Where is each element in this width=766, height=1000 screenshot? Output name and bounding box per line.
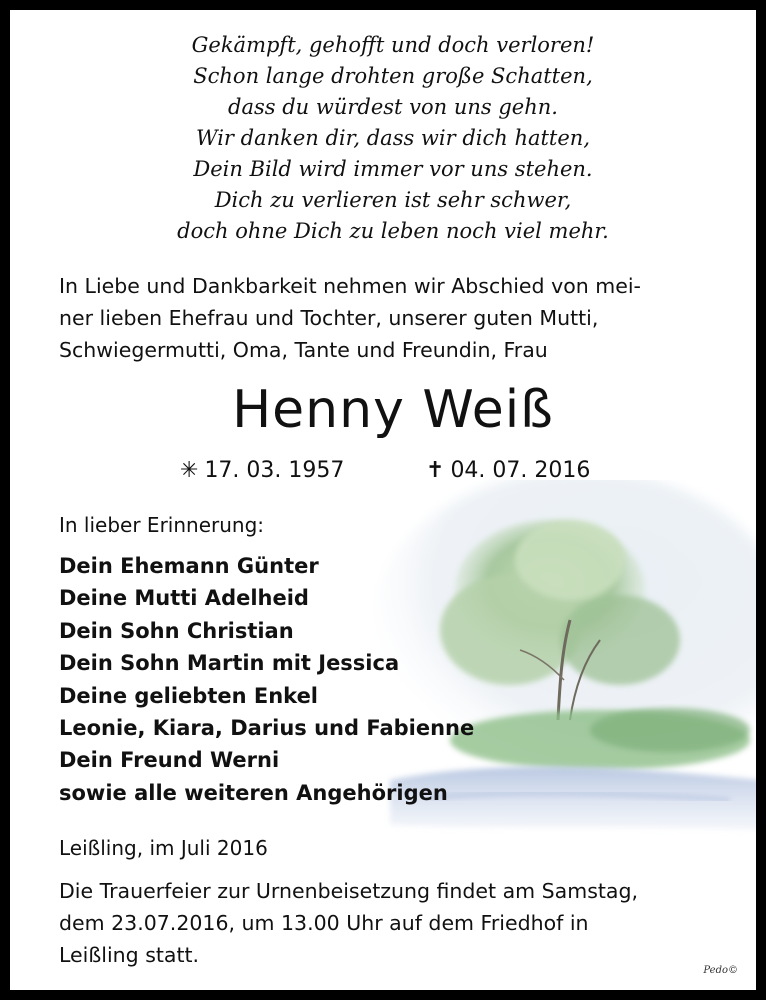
death-cross-icon: ✝	[426, 458, 445, 483]
service-line: Die Trauerfeier zur Urnenbeisetzung findet am Samstag,	[59, 879, 639, 903]
intro-line: ner lieben Ehefrau und Tochter, unserer guten Mutti,	[59, 306, 599, 330]
poem	[10, 30, 766, 247]
family-member: Deine geliebten Enkel	[59, 683, 319, 708]
intro-text	[59, 270, 729, 366]
designer-signature: Pedo©	[703, 965, 738, 976]
service-info	[59, 875, 725, 971]
family-member: sowie alle weiteren Angehörigen	[59, 780, 448, 805]
poem-line: Wir danken dir, dass wir dich hatten,	[196, 126, 590, 150]
death-date: 04. 07. 2016	[450, 458, 591, 483]
family-list	[59, 550, 474, 809]
birth-date: 17. 03. 1957	[204, 458, 345, 483]
place-date: Leißling, im Juli 2016	[59, 836, 268, 860]
family-member: Leonie, Kiara, Darius und Fabienne	[59, 716, 475, 741]
family-member: Dein Sohn Martin mit Jessica	[59, 651, 400, 676]
poem-line: Dein Bild wird immer vor uns stehen.	[193, 157, 593, 181]
poem-line: doch ohne Dich zu leben noch viel mehr.	[177, 219, 609, 243]
poem-line: Gekämpft, gehofft und doch verloren!	[191, 33, 595, 57]
poem-line: Schon lange drohten große Schatten,	[193, 64, 593, 88]
birth-star-icon: ✳	[180, 458, 199, 483]
service-line: dem 23.07.2016, um 13.00 Uhr auf dem Friedhof in	[59, 911, 589, 935]
memory-heading: In lieber Erinnerung:	[59, 513, 265, 537]
family-member: Dein Freund Werni	[59, 748, 280, 773]
intro-line: Schwiegermutti, Oma, Tante und Freundin, Frau	[59, 338, 548, 362]
family-member: Dein Sohn Christian	[59, 618, 294, 643]
poem-line: Dich zu verlieren ist sehr schwer,	[214, 188, 572, 212]
family-member: Deine Mutti Adelheid	[59, 586, 309, 611]
service-line: Leißling statt.	[59, 943, 200, 967]
deceased-name: Henny Weiß	[232, 380, 554, 440]
birth-date-line	[180, 458, 344, 483]
intro-line: In Liebe und Dankbarkeit nehmen wir Abschied von mei-	[59, 274, 641, 298]
family-member: Dein Ehemann Günter	[59, 554, 319, 578]
poem-line: dass du würdest von uns gehn.	[228, 95, 558, 119]
